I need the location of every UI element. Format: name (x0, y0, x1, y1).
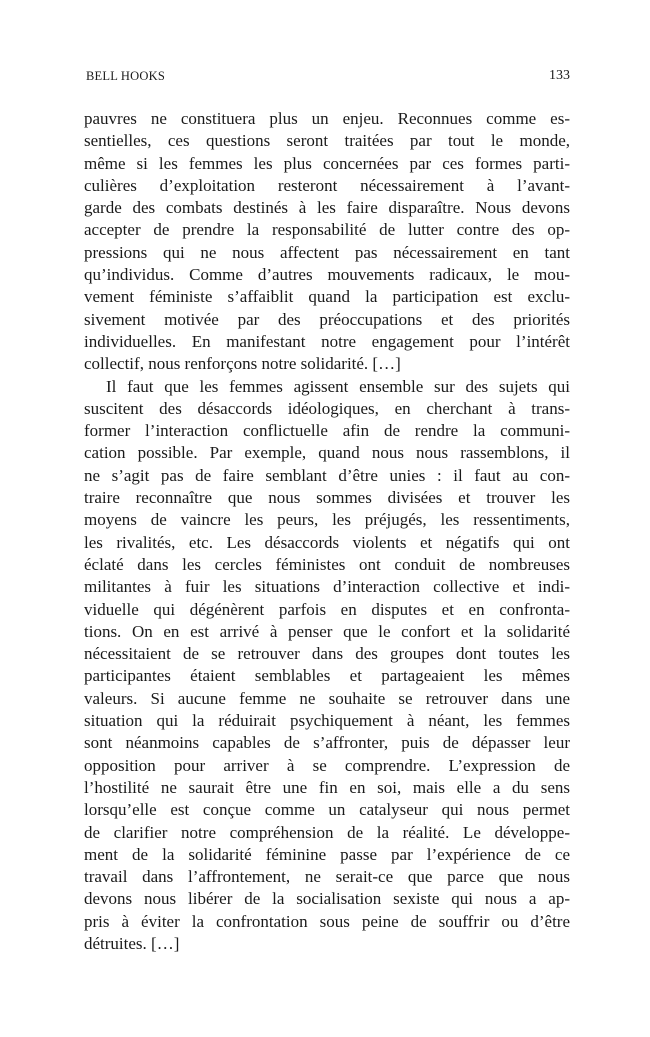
text-line: de clarifier notre compréhension de la réalité. Le développe- (84, 822, 570, 842)
page-number: 133 (549, 68, 570, 83)
text-line: qu’individus. Comme d’autres mouvements radicaux, le mou- (84, 265, 570, 285)
text-line: ment de la solidarité féminine passe par l’expérience de ce (84, 844, 570, 864)
paragraph (84, 376, 570, 956)
text-line: l’hostilité ne saurait être une fin en soi, mais elle a du sens (84, 777, 570, 797)
text-line: détruites. […] (84, 933, 180, 953)
text-line: ne s’agit pas de faire semblant d’être unies : il faut au con- (84, 465, 570, 485)
text-line: devons nous libérer de la socialisation sexiste qui nous a ap- (84, 889, 570, 909)
text-line: traire reconnaître que nous sommes divisées et trouver les (84, 488, 570, 508)
text-line: cation possible. Par exemple, quand nous nous rassemblons, il (84, 443, 570, 463)
text-line: même si les femmes les plus concernées par ces formes parti- (84, 153, 570, 173)
text-line: sont néanmoins capables de s’affronter, puis de dépasser leur (84, 733, 570, 753)
running-head: BELL HOOKS (86, 69, 165, 83)
text-line: situation qui la réduirait psychiquement à néant, les femmes (84, 711, 570, 731)
text-line: pris à éviter la confrontation sous peine de souffrir ou d’être (84, 911, 570, 931)
text-line: garde des combats destinés à les faire disparaître. Nous devons (84, 198, 570, 218)
text-line: culières d’exploitation resteront nécessairement à l’avant- (84, 175, 570, 195)
text-line: sivement motivée par des préoccupations et des priorités (84, 309, 570, 329)
paragraph (84, 108, 570, 376)
text-line: moyens de vaincre les peurs, les préjugés, les ressentiments, (84, 510, 570, 530)
text-line: viduelle qui dégénèrent parfois en disputes et en confronta- (84, 599, 570, 619)
text-line: éclaté dans les cercles féministes ont conduit de nombreuses (84, 554, 570, 574)
text-line: travail dans l’affrontement, ne serait-ce que parce que nous (84, 867, 570, 887)
page-header (84, 66, 570, 86)
text-line: sentielles, ces questions seront traitées par tout le monde, (84, 131, 570, 151)
text-line: accepter de prendre la responsabilité de lutter contre des op- (84, 220, 570, 240)
text-line: collectif, nous renforçons notre solidarité. […] (84, 354, 401, 374)
text-line: former l’interaction conflictuelle afin de rendre la communi- (84, 421, 570, 441)
text-line: suscitent des désaccords idéologiques, en cherchant à trans- (84, 398, 570, 418)
book-page (84, 0, 570, 1037)
text-line: pauvres ne constituera plus un enjeu. Reconnues comme es- (84, 109, 570, 128)
text-line: militantes à fuir les situations d’interaction collective et indi- (84, 577, 570, 597)
text-line: vement féministe s’affaiblit quand la participation est exclu- (84, 287, 570, 307)
body-text (84, 108, 570, 955)
text-line: nécessitaient de se retrouver dans des groupes dont toutes les (84, 644, 570, 664)
text-line: participantes étaient semblables et partageaient les mêmes (84, 666, 570, 686)
text-line: opposition pour arriver à se comprendre. L’expression de (84, 755, 570, 775)
text-line: Il faut que les femmes agissent ensemble sur des sujets qui (106, 376, 570, 396)
text-line: pressions qui ne nous affectent pas nécessairement en tant (84, 242, 570, 262)
text-line: individuelles. En manifestant notre engagement pour l’intérêt (84, 331, 570, 351)
text-line: lorsqu’elle est conçue comme un catalyseur qui nous permet (84, 800, 570, 820)
text-line: valeurs. Si aucune femme ne souhaite se retrouver dans une (84, 688, 570, 708)
text-line: tions. On en est arrivé à penser que le confort et la solidarité (84, 621, 570, 641)
text-line: les rivalités, etc. Les désaccords violents et négatifs qui ont (84, 532, 570, 552)
